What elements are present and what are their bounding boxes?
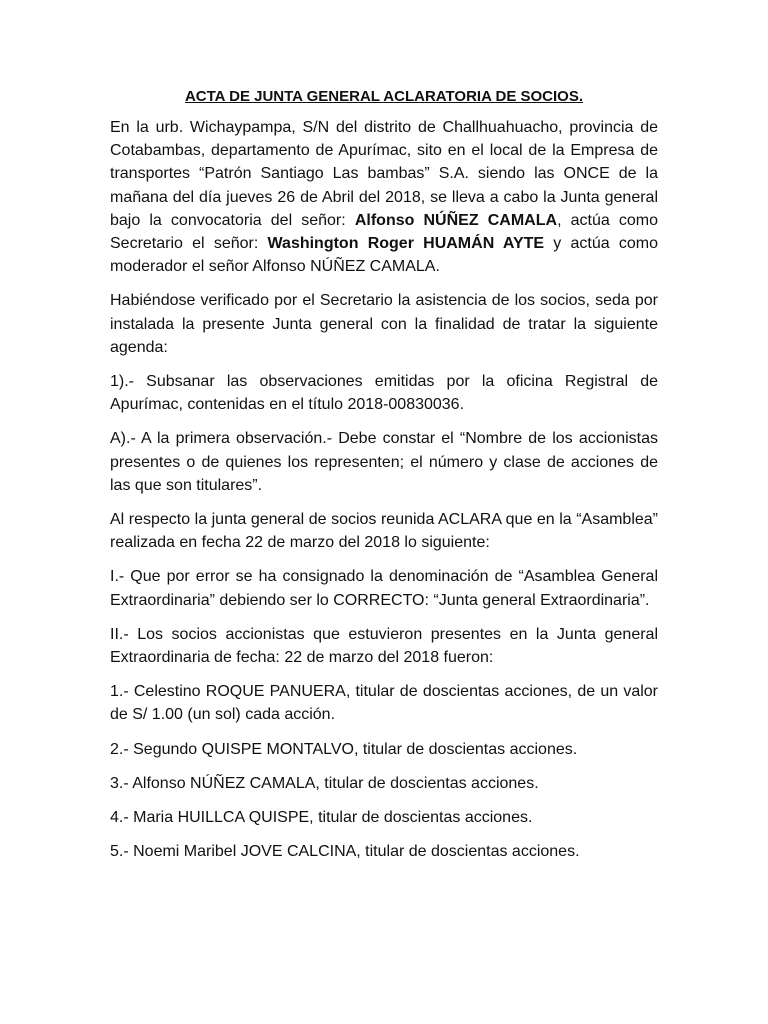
shareholder-item-3: 3.- Alfonso NÚÑEZ CAMALA, titular de doscientas acciones. — [110, 774, 539, 792]
convocante-name: Alfonso NÚÑEZ CAMALA — [354, 211, 558, 229]
intro-paragraph — [110, 116, 658, 278]
intro-text-part2: , actúa como Secretario el señor: — [110, 211, 659, 253]
document-title: ACTA DE JUNTA GENERAL ACLARATORIA DE SOCIOS. — [184, 88, 584, 105]
clarification-paragraph: Al respecto la junta general de socios reunida ACLARA que en la “Asamblea” realizada en fecha 22 de marzo del 2018 lo siguiente: — [110, 511, 658, 552]
clarification-point-2: II.- Los socios accionistas que estuvieron presentes en la Junta general Extraordinaria de fecha: 22 de marzo del 2018 fueron: — [110, 625, 658, 667]
shareholder-item-1: 1.- Celestino ROQUE PANUERA, titular de doscientas acciones, de un valor de S/ 1.00 (un sol) cada acción. — [110, 683, 658, 724]
shareholder-item-2: 2.- Segundo QUISPE MONTALVO, titular de doscientas acciones. — [110, 740, 578, 758]
agenda-item-1: 1).- Subsanar las observaciones emitidas por la oficina Registral de Apurímac, contenidas en el título 2018-00830036. — [110, 373, 658, 414]
intro-text-part3: y actúa como moderador el señor Alfonso NÚÑEZ CAMALA. — [110, 235, 659, 276]
secretario-name: Washington Roger HUAMÁN AYTE — [267, 235, 545, 253]
shareholder-item-5: 5.- Noemi Maribel JOVE CALCINA, titular de doscientas acciones. — [110, 843, 580, 861]
shareholder-item-4: 4.- Maria HUILLCA QUISPE, titular de doscientas acciones. — [110, 809, 533, 827]
first-observation: A).- A la primera observación.- Debe constar el “Nombre de los accionistas presentes o de quienes los representen; el número y clase de acciones de las que son titulares”. — [110, 430, 658, 494]
intro-text-part1: En la urb. Wichaypampa, S/N del distrito de Challhuahuacho, provincia de Cotabambas, departamento de Apurímac, sito en el local de la Empresa de transportes “Patrón Santiago Las bambas” S.A. siendo las ONCE de la mañana del día jueves 26 de Abril del 2018, se lleva a cabo la Junta general bajo la convocatoria del señor: — [110, 119, 658, 229]
clarification-point-1: I.- Que por error se ha consignado la denominación de “Asamblea General Extraordinaria” debiendo ser lo CORRECTO: “Junta general Extraordinaria”. — [110, 568, 658, 609]
verification-paragraph: Habiéndose verificado por el Secretario la asistencia de los socios, seda por instalada la presente Junta general con la finalidad de tratar la siguiente agenda: — [110, 292, 658, 356]
